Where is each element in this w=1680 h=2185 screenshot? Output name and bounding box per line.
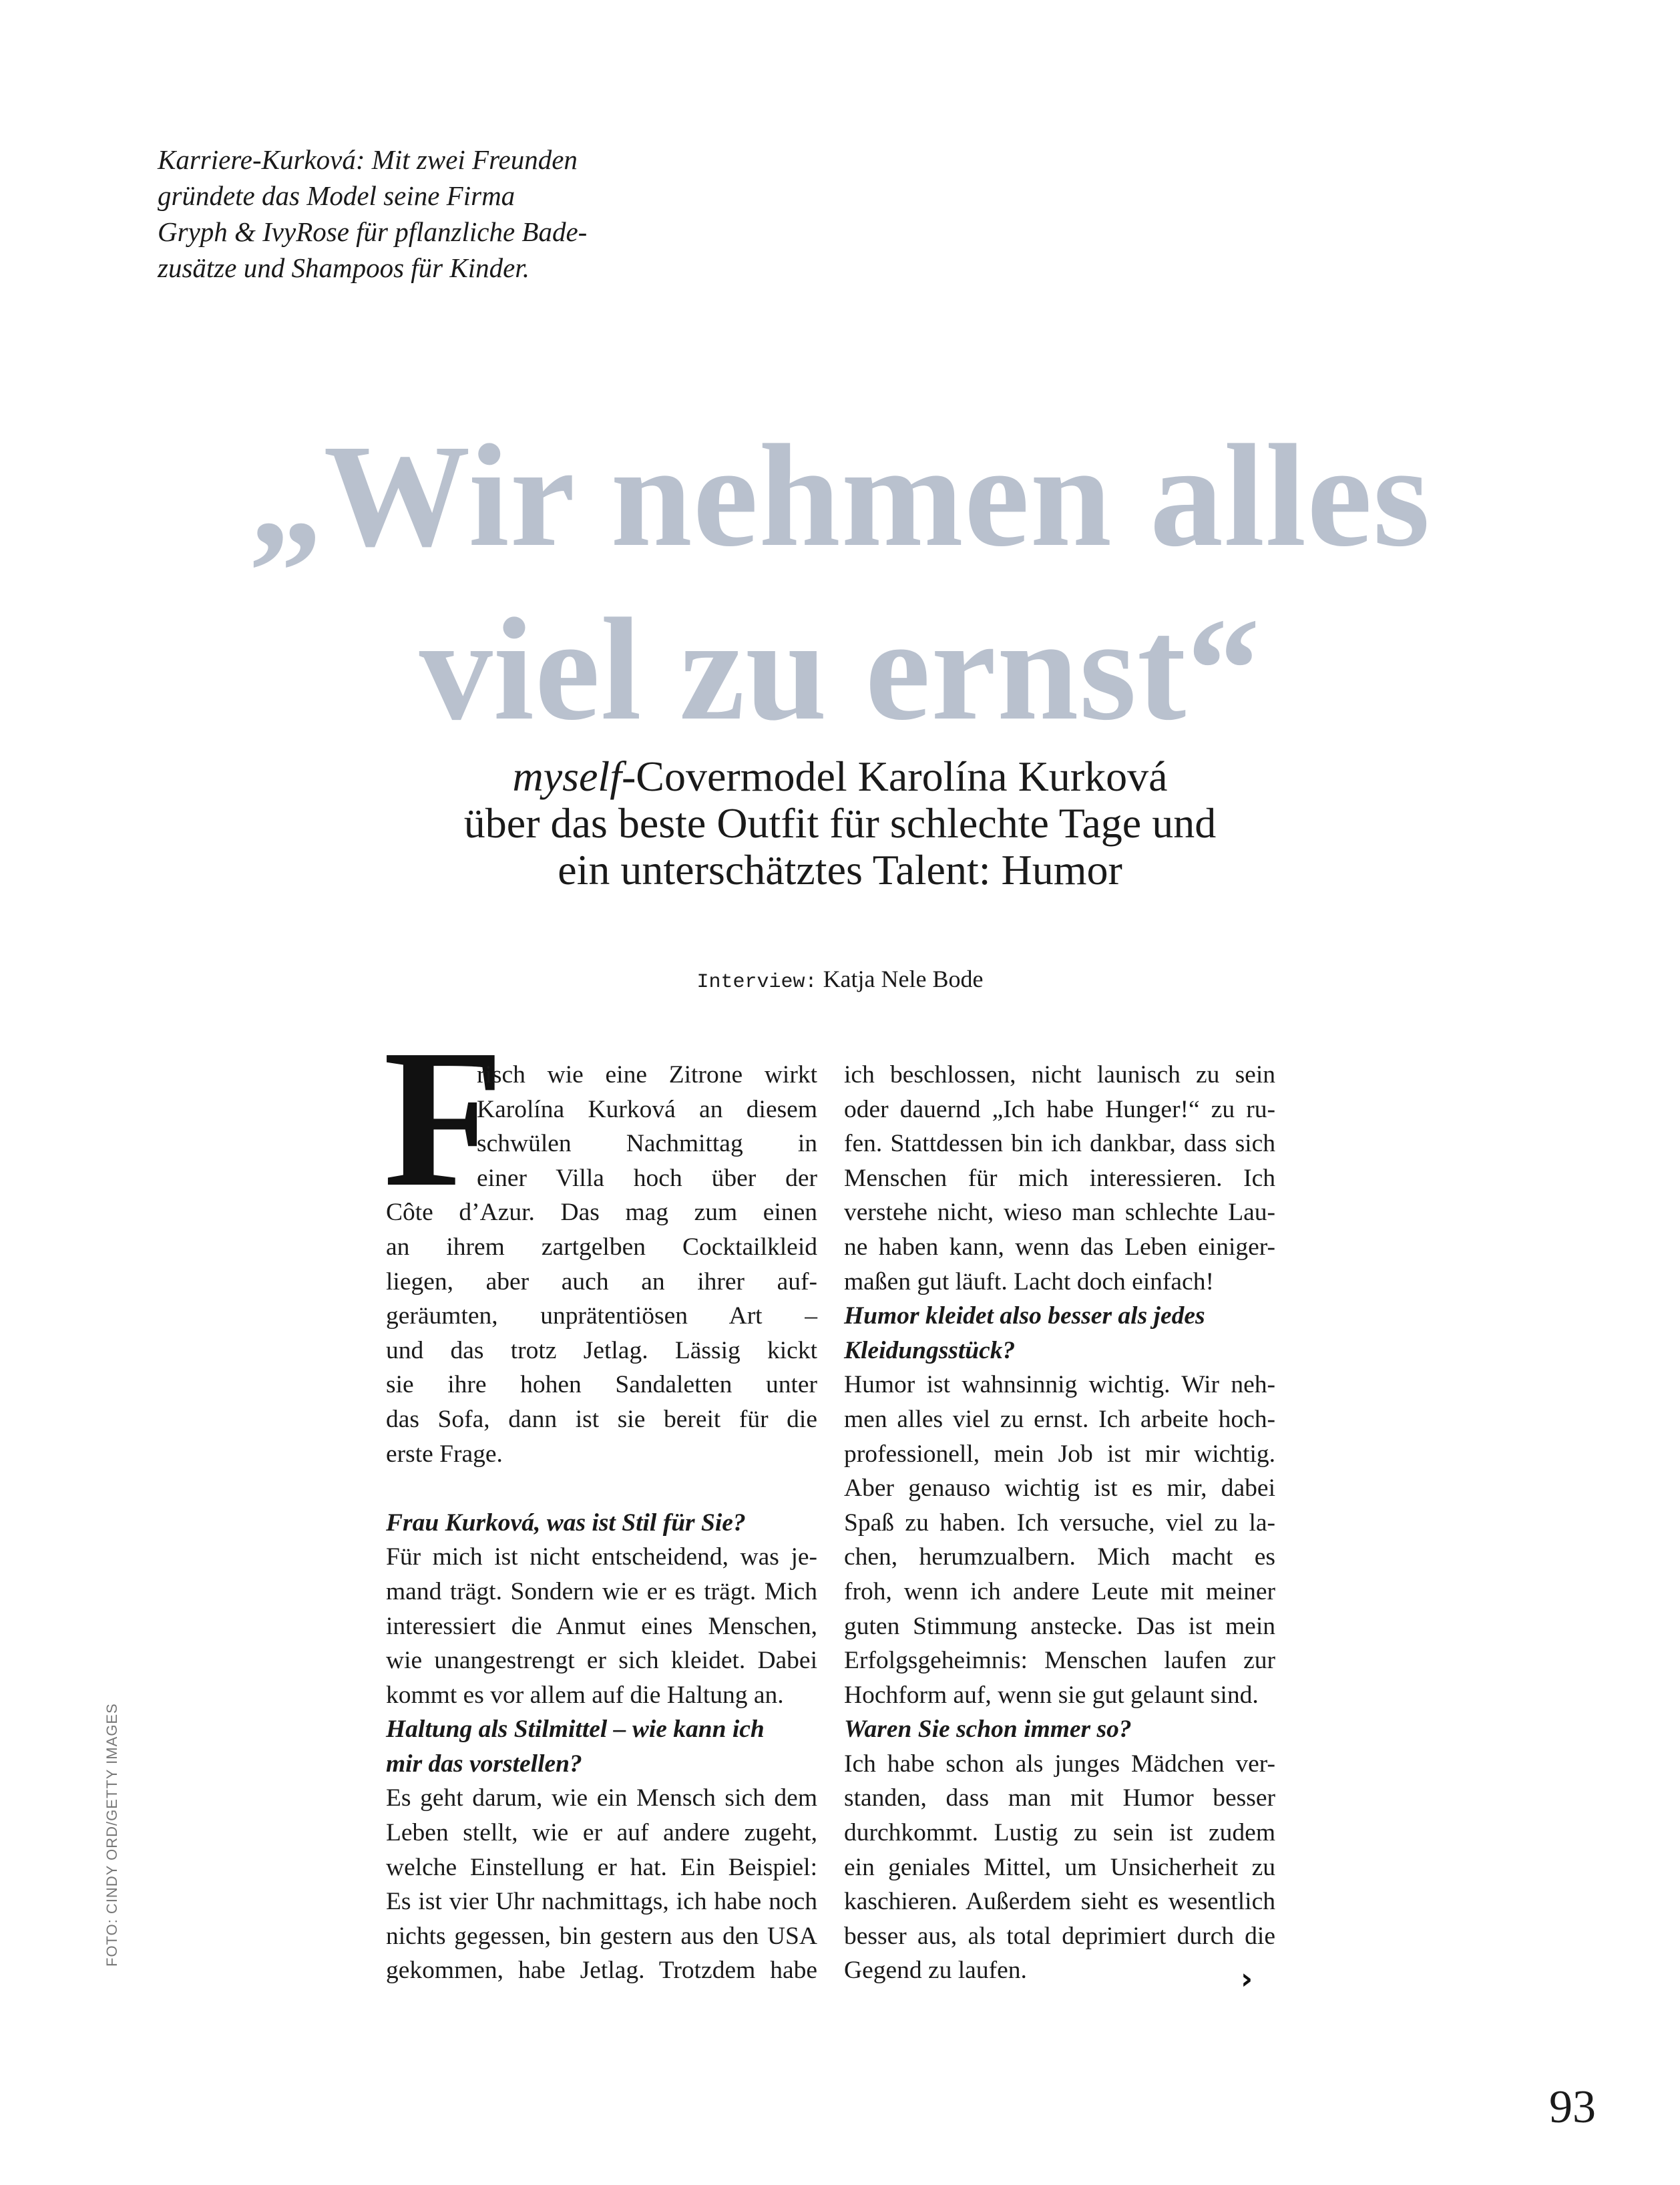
body-line: Menschen für mich interessieren. Ich — [844, 1164, 1275, 1192]
subhead-line-1-rest: -Covermodel Karolína Kurková — [621, 753, 1168, 800]
body-line: interessiert die Anmut eines Menschen, — [386, 1612, 817, 1640]
body-line: Es geht darum, wie ein Mensch sich dem — [386, 1784, 817, 1812]
body-line: Côte d’Azur. Das mag zum einen — [386, 1199, 817, 1227]
body-line: Leben stellt, wie er auf andere zugeht, — [386, 1819, 817, 1847]
article-column-left — [386, 1058, 817, 1988]
body-line: oder dauernd „Ich habe Hunger!“ zu ru- — [844, 1095, 1275, 1123]
interview-question: Waren Sie schon immer so? — [844, 1716, 1132, 1744]
subhead-line-3: ein unterschätztes Talent: Humor — [558, 846, 1122, 893]
photo-credit: FOTO: CINDY ORD/GETTY IMAGES — [103, 1703, 120, 1967]
body-line: schwülen Nachmittag in — [477, 1130, 817, 1158]
body-line: kaschieren. Außerdem sieht es wesentlich — [844, 1888, 1275, 1916]
body-line: Erfolgsgeheimnis: Menschen laufen zur — [844, 1647, 1275, 1675]
byline-author: Katja Nele Bode — [823, 966, 984, 992]
photo-caption — [158, 142, 638, 286]
caption-line: Gryph & IvyRose für pflanzliche Bade- — [158, 216, 588, 247]
paragraph-gap — [386, 1471, 817, 1506]
body-line: guten Stimmung anstecke. Das ist mein — [844, 1612, 1275, 1640]
caption-line: Karriere-Kurková: Mit zwei Freunden — [158, 144, 578, 175]
body-line: das Sofa, dann ist sie bereit für die — [386, 1405, 817, 1433]
caption-line: gründete das Model seine Firma — [158, 180, 515, 211]
body-line: Aber genauso wichtig ist es mir, dabei — [844, 1474, 1275, 1503]
body-line: sie ihre hohen Sandaletten unter — [386, 1371, 817, 1399]
body-line: ne haben kann, wenn das Leben einiger- — [844, 1233, 1275, 1261]
body-line: Hochform auf, wenn sie gut gelaunt sind. — [844, 1681, 1259, 1709]
body-line: Für mich ist nicht entscheidend, was je- — [386, 1543, 817, 1571]
body-line: erste Frage. — [386, 1440, 503, 1468]
body-line: wie unangestrengt er sich kleidet. Dabei — [386, 1647, 817, 1675]
body-line: welche Einstellung er hat. Ein Beispiel: — [386, 1853, 817, 1881]
body-line: Ich habe schon als junges Mädchen ver- — [844, 1750, 1275, 1778]
headline — [0, 409, 1680, 756]
caption-line: zusätze und Shampoos für Kinder. — [158, 252, 530, 283]
body-line: ein geniales Mittel, um Unsicherheit zu — [844, 1853, 1275, 1881]
body-line: fen. Stattdessen bin ich dankbar, dass sich — [844, 1130, 1275, 1158]
body-line: kommt es vor allem auf die Haltung an. — [386, 1681, 784, 1709]
page-number: 93 — [1549, 2081, 1596, 2133]
headline-line-1: „Wir nehmen alles — [249, 414, 1431, 577]
body-line: Humor ist wahnsinnig wichtig. Wir neh- — [844, 1371, 1275, 1399]
byline — [0, 964, 1680, 997]
drop-cap: F — [383, 1009, 504, 1228]
body-line: professionell, mein Job ist mir wichtig. — [844, 1440, 1275, 1468]
subhead-line-1 — [0, 753, 1680, 800]
body-line: einer Villa hoch über der — [477, 1164, 817, 1192]
body-line: froh, wenn ich andere Leute mit meiner — [844, 1577, 1275, 1605]
body-line: Gegend zu laufen. — [844, 1957, 1027, 1985]
body-line: chen, herumzualbern. Mich macht es — [844, 1543, 1275, 1571]
subheadline — [0, 753, 1680, 893]
body-line: liegen, aber auch an ihrer auf- — [386, 1267, 817, 1296]
body-line: Karolína Kurková an diesem — [477, 1095, 817, 1123]
article-column-right — [844, 1058, 1275, 1988]
headline-line-2: viel zu ernst“ — [419, 588, 1261, 751]
interview-question: Frau Kurková, was ist Stil für Sie? — [386, 1509, 746, 1537]
body-line: besser aus, als total deprimiert durch die — [844, 1922, 1275, 1950]
body-line: risch wie eine Zitrone wirkt — [477, 1061, 817, 1088]
body-line: ich beschlossen, nicht launisch zu sein — [844, 1061, 1275, 1088]
body-line: Es ist vier Uhr nachmittags, ich habe noch — [386, 1888, 817, 1916]
body-line: mand trägt. Sondern wie er es trägt. Mich — [386, 1577, 817, 1605]
continue-arrow-icon: › — [1241, 1962, 1253, 1996]
body-line: nichts gegessen, bin gestern aus den USA — [386, 1922, 817, 1950]
body-line: Spaß zu haben. Ich versuche, viel zu la- — [844, 1509, 1275, 1537]
body-line: standen, dass man mit Humor besser — [844, 1784, 1275, 1812]
interview-question: Kleidungsstück? — [844, 1336, 1016, 1364]
body-line: und das trotz Jetlag. Lässig kickt — [386, 1336, 817, 1364]
body-line: an ihrem zartgelben Cocktailkleid — [386, 1233, 817, 1261]
subhead-line-2: über das beste Outfit für schlechte Tage und — [463, 799, 1217, 847]
body-line: durchkommt. Lustig zu sein ist zudem — [844, 1819, 1275, 1847]
body-line: gekommen, habe Jetlag. Trotzdem habe — [386, 1957, 817, 1985]
interview-question: mir das vorstellen? — [386, 1750, 582, 1778]
interview-question: Haltung als Stilmittel – wie kann ich — [386, 1716, 765, 1744]
body-line: geräumten, unprätentiösen Art – — [386, 1302, 817, 1330]
interview-question: Humor kleidet also besser als jedes — [844, 1302, 1205, 1330]
body-line: men alles viel zu ernst. Ich arbeite hoch- — [844, 1405, 1275, 1433]
byline-label: Interview: — [696, 971, 817, 994]
body-line: verstehe nicht, wieso man schlechte Lau- — [844, 1199, 1275, 1227]
magazine-name: myself — [512, 753, 622, 800]
body-line: maßen gut läuft. Lacht doch einfach! — [844, 1267, 1214, 1296]
